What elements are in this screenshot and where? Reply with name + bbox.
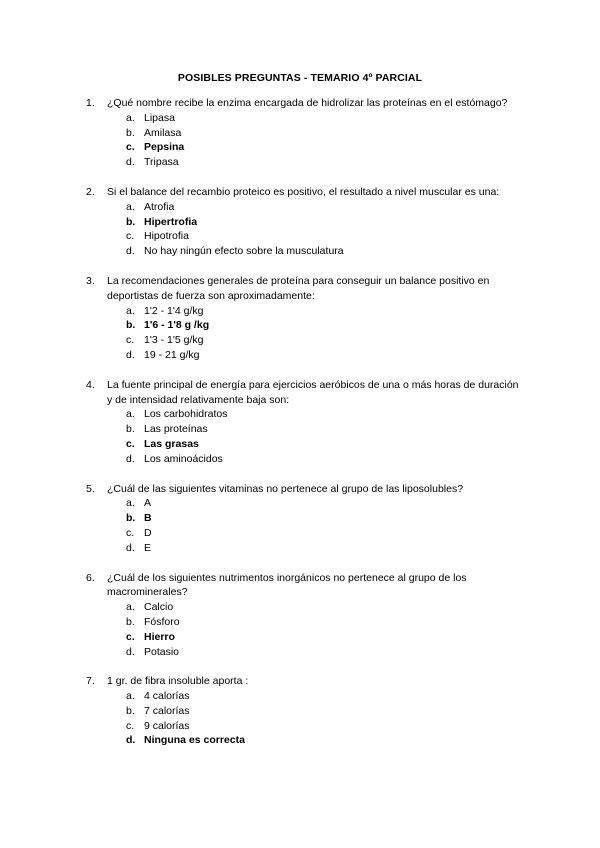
question-number: 2. xyxy=(86,185,95,198)
option-c-correct xyxy=(126,437,526,452)
option-text: Calcio xyxy=(144,601,174,614)
option-text: 1'6 - 1'8 g /kg xyxy=(144,319,210,332)
option-letter: c. xyxy=(126,526,135,539)
question-number: 5. xyxy=(86,482,95,495)
question-number: 1. xyxy=(86,97,95,109)
option-letter: c. xyxy=(126,141,135,154)
option-text: Los aminoácidos xyxy=(144,452,223,465)
option-letter: d. xyxy=(126,348,135,361)
option-text: 7 calorías xyxy=(144,704,190,717)
option-text: D xyxy=(144,526,152,539)
option-a xyxy=(126,496,526,511)
option-text: Las grasas xyxy=(144,437,199,450)
question-4 xyxy=(86,378,526,467)
question-text: ¿Qué nombre recibe la enzima encargada de hidrolizar las proteínas en el estómago? xyxy=(107,97,508,109)
question-number: 3. xyxy=(86,274,95,287)
option-letter: a. xyxy=(126,408,135,421)
question-text: 1 gr. de fibra insoluble aporta : xyxy=(107,675,249,688)
option-list xyxy=(126,111,526,170)
option-letter: d. xyxy=(126,156,135,169)
option-text: 19 - 21 g/kg xyxy=(144,348,200,361)
option-text: Potasio xyxy=(144,645,180,658)
question-list xyxy=(86,96,526,748)
page-title: POSIBLES PREGUNTAS - TEMARIO 4º PARCIAL xyxy=(177,72,423,84)
option-d xyxy=(126,348,526,363)
option-text: A xyxy=(144,497,152,510)
option-list xyxy=(126,304,526,363)
option-letter: a. xyxy=(126,111,135,124)
option-d-correct xyxy=(126,733,526,748)
option-text: Pepsina xyxy=(144,141,185,154)
question-5 xyxy=(86,482,526,556)
option-text: Tripasa xyxy=(144,156,179,169)
option-text: Los carbohidratos xyxy=(144,408,228,421)
option-text: Ninguna es correcta xyxy=(144,734,245,747)
option-letter: b. xyxy=(126,215,136,228)
option-text: Hierro xyxy=(144,630,175,643)
option-letter: a. xyxy=(126,601,135,614)
option-b xyxy=(126,126,526,141)
option-d xyxy=(126,244,526,259)
question-3 xyxy=(86,274,526,363)
option-c-correct xyxy=(126,140,526,155)
option-letter: b. xyxy=(126,319,136,332)
option-text: E xyxy=(144,541,152,554)
option-d xyxy=(126,452,526,467)
question-1 xyxy=(86,96,526,170)
option-text: Hipertrofia xyxy=(144,215,198,228)
option-a xyxy=(126,200,526,215)
option-text: B xyxy=(144,512,152,525)
question-2 xyxy=(86,185,526,259)
option-text: No hay ningún efecto sobre la musculatura xyxy=(144,245,344,258)
option-list xyxy=(126,689,526,748)
option-letter: c. xyxy=(126,230,135,243)
option-letter: a. xyxy=(126,690,135,703)
option-text: Lipasa xyxy=(144,111,175,124)
option-d xyxy=(126,155,526,170)
option-d xyxy=(126,541,526,556)
option-letter: a. xyxy=(126,200,135,213)
option-b-correct xyxy=(126,215,526,230)
option-b xyxy=(126,422,526,437)
question-text: Si el balance del recambio proteico es positivo, el resultado a nivel muscular es una: xyxy=(107,185,500,198)
option-letter: d. xyxy=(126,452,135,465)
question-number: 4. xyxy=(86,378,95,391)
option-b-correct xyxy=(126,511,526,526)
option-letter: b. xyxy=(126,615,135,628)
option-text: Atrofia xyxy=(144,200,175,213)
option-text: 4 calorías xyxy=(144,690,190,703)
question-6 xyxy=(86,571,526,660)
option-list xyxy=(126,407,526,466)
option-text: Fósforo xyxy=(144,615,180,628)
option-letter: a. xyxy=(126,497,135,510)
option-letter: b. xyxy=(126,512,136,525)
option-letter: d. xyxy=(126,541,135,554)
option-text: Las proteínas xyxy=(144,423,208,436)
option-letter: c. xyxy=(126,719,135,732)
option-a xyxy=(126,407,526,422)
option-list xyxy=(126,200,526,259)
question-text: La fuente principal de energía para ejercicios aeróbicos de una o más horas de duración y de intensidad relativamente baja son: xyxy=(107,378,519,406)
question-text: ¿Cuál de las siguientes vitaminas no pertenece al grupo de las liposolubles? xyxy=(107,482,464,495)
option-a xyxy=(126,304,526,319)
option-a xyxy=(126,600,526,615)
option-b-correct xyxy=(126,318,526,333)
option-letter: c. xyxy=(126,630,135,643)
option-text: 1'3 - 1'5 g/kg xyxy=(144,334,204,347)
option-d xyxy=(126,645,526,660)
option-letter: b. xyxy=(126,126,135,139)
option-text: Amilasa xyxy=(144,126,182,139)
option-letter: c. xyxy=(126,334,135,347)
option-b xyxy=(126,704,526,719)
option-letter: a. xyxy=(126,304,135,317)
option-letter: b. xyxy=(126,423,135,436)
question-number: 7. xyxy=(86,675,95,688)
option-letter: d. xyxy=(126,645,135,658)
option-text: Hipotrofia xyxy=(144,230,189,243)
question-7 xyxy=(86,674,526,748)
option-b xyxy=(126,615,526,630)
option-c xyxy=(126,719,526,734)
option-letter: d. xyxy=(126,245,135,258)
question-number: 6. xyxy=(86,571,95,584)
option-c xyxy=(126,333,526,348)
option-a xyxy=(126,689,526,704)
option-c xyxy=(126,229,526,244)
option-text: 9 calorías xyxy=(144,719,190,732)
option-list xyxy=(126,496,526,555)
option-letter: c. xyxy=(126,437,135,450)
option-letter: b. xyxy=(126,704,135,717)
option-a xyxy=(126,111,526,126)
option-list xyxy=(126,600,526,659)
option-c xyxy=(126,526,526,541)
option-c-correct xyxy=(126,630,526,645)
question-text: ¿Cuál de los siguientes nutrimentos inorgánicos no pertenece al grupo de los macrominerales? xyxy=(107,571,467,599)
option-letter: d. xyxy=(126,734,136,747)
question-text: La recomendaciones generales de proteína para conseguir un balance positivo en deportistas de fuerza son aproximadamente: xyxy=(107,274,490,302)
option-text: 1'2 - 1'4 g/kg xyxy=(144,304,204,317)
